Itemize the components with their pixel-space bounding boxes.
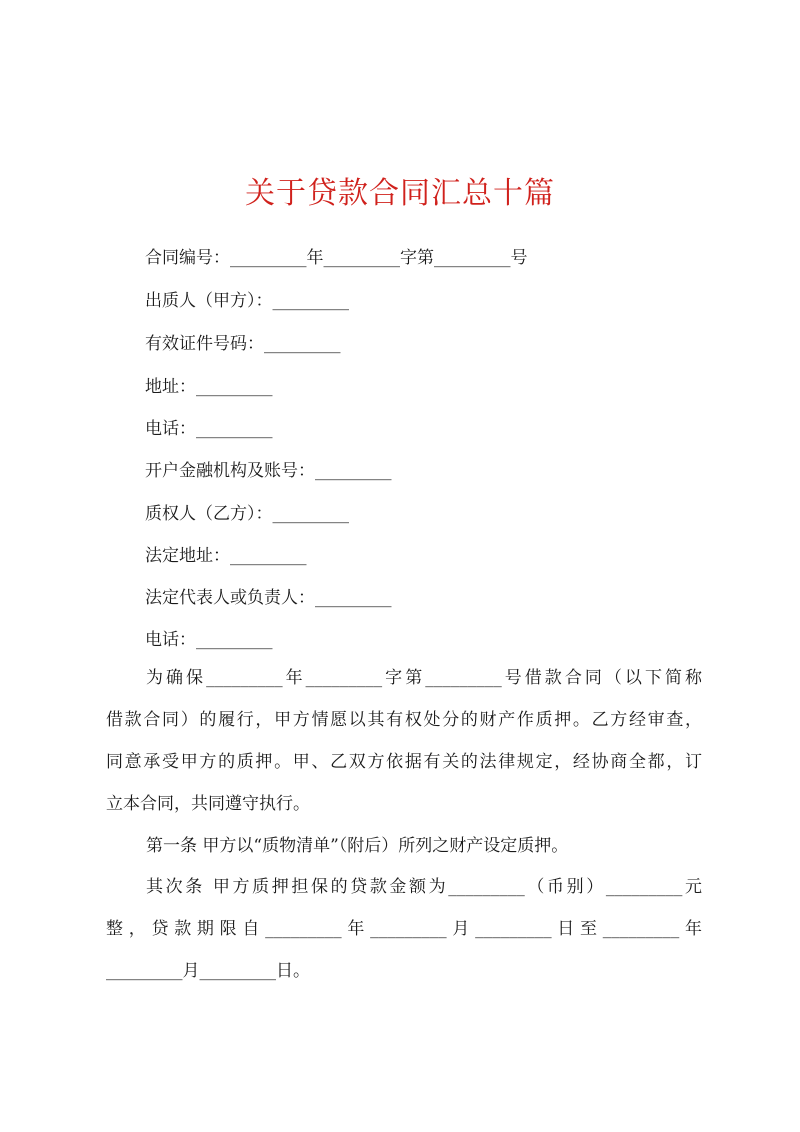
field-legal-address: 法定地址：_________ [145,546,307,566]
article-2-line: 其次条 甲方质押担保的贷款金额为_________（币别）_________元 [146,877,702,897]
field-address: 地址：_________ [145,377,273,397]
field-contract-number: 合同编号：_________年_________字第_________号 [145,248,528,268]
field-id-number: 有效证件号码：_________ [145,334,341,354]
preamble-line: 同意承受甲方的质押。甲、乙双方依据有关的法律规定，经协商全都，订 [106,752,702,772]
article-1-paragraph [106,825,702,867]
field-bank-account: 开户金融机构及账号：_________ [145,461,392,481]
field-pledgor: 出质人（甲方）：_________ [145,291,349,311]
article-1-line: 第一条 甲方以“质物清单”（附后）所列之财产设定质押。 [146,836,569,856]
preamble-line: 借款合同）的履行，甲方情愿以其有权处分的财产作质押。乙方经审查， [106,710,702,730]
field-legal-representative: 法定代表人或负责人：_________ [145,588,392,608]
article-2-paragraph [106,866,702,992]
article-2-line: _________月_________日。 [106,961,310,981]
preamble-line: 立本合同，共同遵守执行。 [106,794,310,814]
preamble-paragraph [106,657,702,825]
field-phone: 电话：_________ [145,419,273,439]
preamble-line: 为确保_________年_________字第_________号借款合同（以下简称 [146,668,702,688]
field-phone-2: 电话：_________ [145,630,273,650]
article-2-line: 整，贷款期限自_________年_________月_________日至_________年 [106,919,702,939]
field-pledgee: 质权人（乙方）：_________ [145,504,349,524]
document-title: 关于贷款合同汇总十篇 [245,176,555,211]
